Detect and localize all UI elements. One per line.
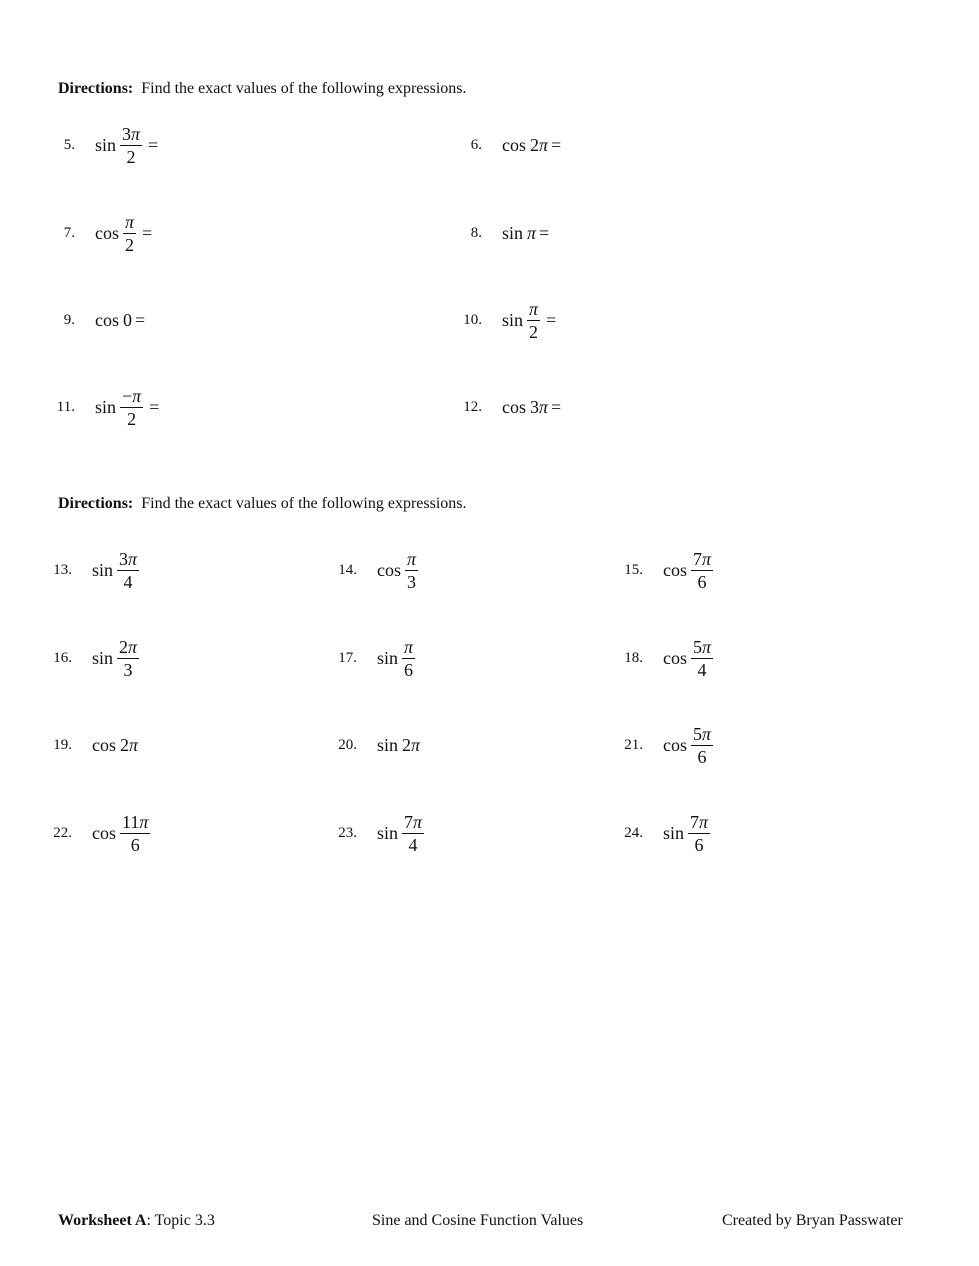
directions-section-2: [58, 495, 467, 513]
directions-text: Find the exact values of the following expressions.: [141, 495, 467, 512]
fraction: $\frac{\pi}{3}$: [407, 548, 417, 592]
problem-9: 9. cos 0 =: [63, 309, 146, 330]
problem-16: 16. sin $\frac{2\pi}{3}$: [53, 636, 138, 680]
problem-10: 10. sin $\frac{\pi}{2}$ =: [463, 298, 557, 342]
fraction: $\frac{\pi}{6}$: [404, 636, 414, 680]
worksheet-topic: : Topic 3.3: [146, 1212, 215, 1229]
fraction: $\frac{5\pi}{4}$: [693, 636, 712, 680]
problem-8: 8. sin π =: [470, 222, 550, 243]
fraction: $\frac{5\pi}{6}$: [693, 723, 712, 767]
footer-title: Sine and Cosine Function Values: [372, 1212, 584, 1229]
problem-7: 7. cos $\frac{\pi}{2}$ =: [63, 211, 153, 255]
fraction: $\frac{\pi}{2}$: [529, 298, 539, 342]
directions-section-1: [58, 80, 467, 98]
problem-24: 24. sin $\frac{7\pi}{6}$: [624, 811, 709, 855]
fraction: $\frac{11\pi}{6}$: [122, 811, 149, 855]
fraction: $\frac{3\pi}{2}$: [122, 123, 141, 167]
fraction: $\frac{2\pi}{3}$: [119, 636, 138, 680]
problem-17: 17. sin $\frac{\pi}{6}$: [338, 636, 414, 680]
problem-11: 11. sin $\frac{-\pi}{2}$ =: [56, 385, 160, 429]
directions-label: Directions:: [58, 80, 134, 97]
problem-23: 23. sin $\frac{7\pi}{4}$: [338, 811, 423, 855]
problem-20: 20. sin 2π: [338, 734, 421, 755]
problem-14: 14. cos $\frac{\pi}{3}$: [338, 548, 417, 592]
footer-credit: Created by Bryan Passwater: [722, 1212, 903, 1229]
fraction: $\frac{7\pi}{6}$: [690, 811, 709, 855]
worksheet-label: Worksheet A: [58, 1212, 147, 1229]
problem-6: 6. cos 2π =: [470, 134, 562, 155]
fraction: $\frac{-\pi}{2}$: [122, 385, 142, 429]
footer-worksheet: [58, 1212, 215, 1230]
problem-5: 5. sin $\frac{3\pi}{2}$ =: [63, 123, 159, 167]
fraction: $\frac{7\pi}{6}$: [693, 548, 712, 592]
problem-18: 18. cos $\frac{5\pi}{4}$: [624, 636, 712, 680]
fraction: $\frac{3\pi}{4}$: [119, 548, 138, 592]
problem-13: 13. sin $\frac{3\pi}{4}$: [53, 548, 138, 592]
fraction: $\frac{\pi}{2}$: [125, 211, 135, 255]
fraction: $\frac{7\pi}{4}$: [404, 811, 423, 855]
problem-21: 21. cos $\frac{5\pi}{6}$: [624, 723, 712, 767]
directions-label: Directions:: [58, 495, 134, 512]
problem-22: 22. cos $\frac{11\pi}{6}$: [53, 811, 149, 855]
problem-15: 15. cos $\frac{7\pi}{6}$: [624, 548, 712, 592]
problem-19: 19. cos 2π: [53, 734, 139, 755]
problem-12: 12. cos 3π =: [463, 396, 562, 417]
directions-text: Find the exact values of the following expressions.: [141, 80, 467, 97]
